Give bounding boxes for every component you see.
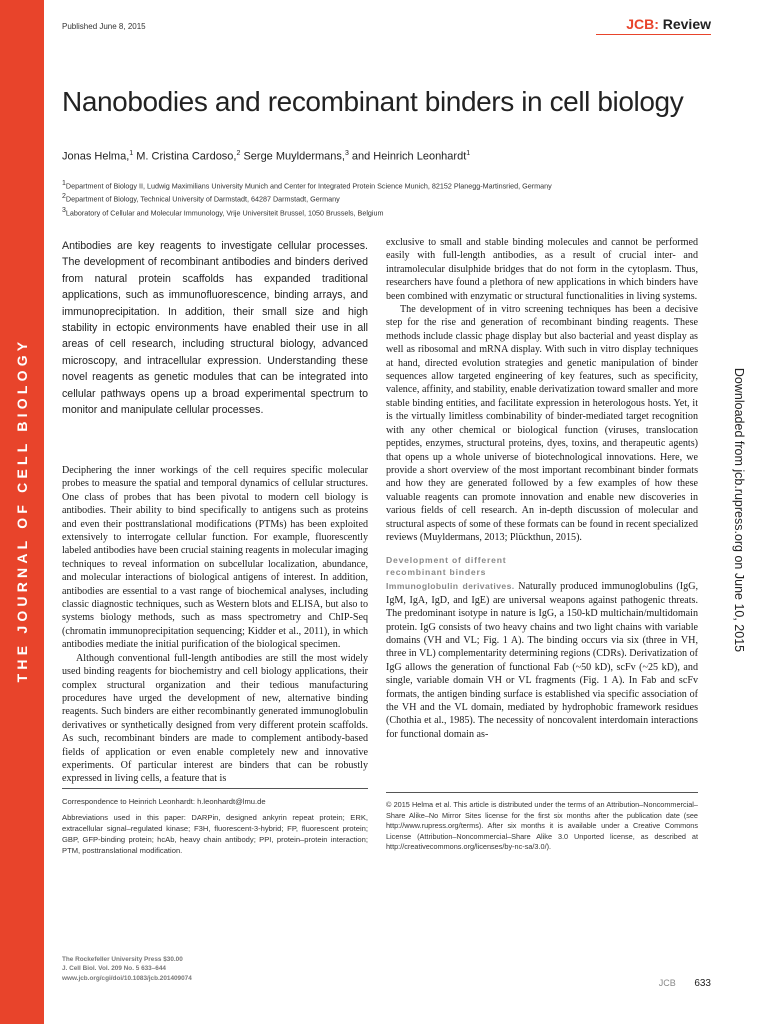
author-affiliation-marker: 1 — [466, 150, 471, 157]
body-paragraph: exclusive to small and stable binding molecules and cannot be performed easily with full-length antibodies, as a result of crucial inter- and intramolecular disulphide bridges that do not form in the cytoplasm. Thus, researchers have found a plethora of new applications in which binders have been combined with enzymatic or structural functionalities in living systems. — [386, 237, 698, 302]
license-divider — [386, 792, 698, 793]
footnote-divider — [62, 788, 368, 789]
body-paragraph: The development of in vitro screening techniques has been a decisive step for the rise and generation of recombinant binding reagents. These methods include classic phage display but also bacterial and yeast display as well as ribosomal and mRNA display. With such in vitro display techniques at hand, directed evolution strategies and genetic manipulation of binder sequences allow targeted engineering of key features, such as specificity, valence, affinity, and stability, enable derivatization toward smaller and more stable binding entities, and facilitate expression in heterologous hosts. Yet, it is the virtually limitless combinability of binder-mediated target recognition with any other chemical or biological function (viruses, translocation peptides, enzymes, structural proteins, dyes, toxins, and therapeutic agents) that opens up a whole universe of biotechnological innovations. Here, we provide a short overview of the most important recombinant binder formats and how they are generated followed by a few examples of how these valuable reagents can promote innovation and enable new discoveries in various fields of cell research. An in-depth discussion of molecular and structural aspects of some of these formats can be found in recent specialized reviews (Muyldermans, 2013; Plückthun, 2015). — [386, 304, 698, 543]
page-footer — [659, 978, 711, 989]
affiliations — [62, 178, 552, 218]
body-paragraph: Deciphering the inner workings of the cell requires specific molecular probes to measure the spatial and temporal dynamics of cellular structures. One class of probes that has been pivotal to modern cell biology is antibodies. Their ability to bind specifically to antigens such as proteins and even their posttranslational modifications (PTMs) has been exploited extensively to interrogate cellular function. For example, fluorescently labeled antibodies have been crucial staining reagents in molecular imaging techniques to reveal information on subcellular localization, abundance, and molecular interactions of biological antigens of interest. In addition, antibodies are essential to a vast range of biochemical analyses, including classic diagnostic techniques, such as Western blots and ELISA, but also to systems biology methods, such as mass spectrometry and ChIP-Seq (chromatin immunoprecipitation sequencing; Kidder et al., 2011), in which antibodies mediate the initial purification of the biological specimen. — [62, 465, 368, 651]
journal-sidebar — [0, 0, 44, 1024]
journal-name-vertical: THE JOURNAL OF CELL BIOLOGY — [14, 337, 30, 683]
author-name: and Heinrich Leonhardt — [348, 150, 467, 163]
body-column-right — [386, 236, 698, 741]
header-divider — [596, 34, 711, 35]
footer-journal: JCB — [658, 978, 676, 988]
abstract: Antibodies are key reagents to investigate cellular processes. The development of recombinant antibodies and binders derived from natural protein scaffolds has expanded traditional applications, such as immunofluorescence, binding arrays, and immunoprecipitation. In addition, their small size and high stability in ectopic environments have enabled their use in all areas of cell research, including structural biology, advanced microscopy, and intracellular expression. Understanding these novel reagents as genetic modules that can be integrated into cellular pathways opens up a broad experimental spectrum to monitor and manipulate cellular processes. — [62, 240, 368, 417]
affiliation-text: Department of Biology, Technical University of Darmstadt, 64287 Darmstadt, Germany — [65, 194, 340, 204]
published-date: Published June 8, 2015 — [62, 22, 146, 31]
author-list — [62, 150, 470, 163]
correspondence-note: Correspondence to Heinrich Leonhardt: h.leonhardt@lmu.de — [62, 797, 266, 806]
section-label: Review — [662, 16, 711, 32]
subsection-text: Naturally produced immunoglobulins (IgG, IgM, IgA, IgD, and IgE) are universal weapons against pathogenic threats. The predominant isotype in nature is IgG, a 150-kD multichain/multidomain protein. IgG consists of two heavy chains and two light chains with variable domains (VH and VL; Fig. 1 A). The binding occurs via six (three in VH, three in VL) complementarity determining regions (CDRs). Derivatization of IgG allows the generation of functional Fab (~50 kD), scFv (~25 kD), and single, variable domain VH or VL fragments (Fig. 1 A). In Fab and scFv formats, the antigen binding surface is established via specific association of the VH and the VL domain, mediated by hydrophobic framework residues (Chothia et al., 1985). The necessity of noncovalent interdomain interactions for functional domain as- — [386, 581, 699, 740]
publisher-info — [62, 955, 192, 983]
subsection-paragraph — [386, 580, 698, 741]
page-number: 633 — [694, 978, 711, 989]
affiliation-item — [62, 191, 552, 204]
download-notice: Downloaded from jcb.rupress.org on June 10, 2015 — [732, 367, 746, 653]
journal-section-tag — [626, 16, 711, 32]
body-paragraph: Although conventional full-length antibodies are still the most widely used binding reagents for biochemistry and cell biology applications, their complex structural organization and their tedious manufacturing procedures have urged the development of new, alternative binding reagents. Such binders are either recombinantly generated immunoglobulin derivatives or synthetically designed from very different protein scaffolds. As such, recombinant binders are made to complement antibody-based fields of application or even enable completely new and innovative experiments. Of particular interest are binders that can be robustly expressed in living cells, a feature that is — [62, 652, 368, 785]
publisher-line: The Rockefeller University Press $30.00 — [62, 956, 183, 963]
affiliation-text: Laboratory of Cellular and Molecular Immunology, Vrije Universiteit Brussel, 1050 Brussels, Belgium — [65, 208, 384, 218]
affiliation-item — [62, 205, 552, 218]
subsection-heading: Immunoglobulin derivatives. — [386, 581, 515, 592]
affiliation-marker: 3 — [62, 206, 66, 214]
affiliation-marker: 2 — [62, 193, 66, 201]
journal-abbrev: JCB: — [626, 16, 659, 32]
section-heading-line: recombinant binders — [386, 567, 487, 578]
affiliation-marker: 1 — [62, 180, 66, 187]
author-name: Serge Muyldermans, — [240, 150, 345, 163]
footnotes — [62, 796, 368, 861]
section-heading-line: Development of different — [386, 555, 507, 566]
author-name: M. Cristina Cardoso, — [133, 150, 237, 163]
author-name: Jonas Helma, — [62, 150, 130, 163]
author-affiliation-marker: 3 — [344, 150, 349, 157]
license-note: © 2015 Helma et al. This article is distributed under the terms of an Attribution–Noncommercial–Share Alike–No Mirror Sites license for the first six months after the publication date (see http://www.rupress.org/terms). After six months it is available under a Creative Commons License (Attribution–Noncommercial–Share Alike 3.0 Unported license, as described at http://creativecommons.org/licenses/by-nc-sa/3.0/). — [386, 800, 698, 852]
citation-line: J. Cell Biol. Vol. 209 No. 5 633–644 — [62, 965, 166, 973]
author-affiliation-marker: 1 — [129, 150, 134, 157]
affiliation-text: Department of Biology II, Ludwig Maximilians University Munich and Center for Integrated Protein Science Munich, 82152 Planegg-Martinsried, Germany — [65, 181, 552, 191]
doi-line: www.jcb.org/cgi/doi/10.1083/jcb.201409074 — [62, 974, 192, 982]
body-column-left — [62, 464, 368, 786]
section-heading — [386, 554, 698, 578]
author-affiliation-marker: 2 — [236, 150, 241, 157]
article-title: Nanobodies and recombinant binders in cell biology — [62, 86, 684, 117]
affiliation-item — [62, 178, 552, 191]
abbreviations-note: Abbreviations used in this paper: DARPin, designed ankyrin repeat protein; ERK, extracellular signal–regulated kinase; F3H, fluorescent-3-hybrid; FP, fluorescent protein; GBP, GFP-binding protein; hcAb, heavy chain antibody; PPI, protein–protein interaction; PTM, posttranslational modification. — [62, 813, 368, 855]
